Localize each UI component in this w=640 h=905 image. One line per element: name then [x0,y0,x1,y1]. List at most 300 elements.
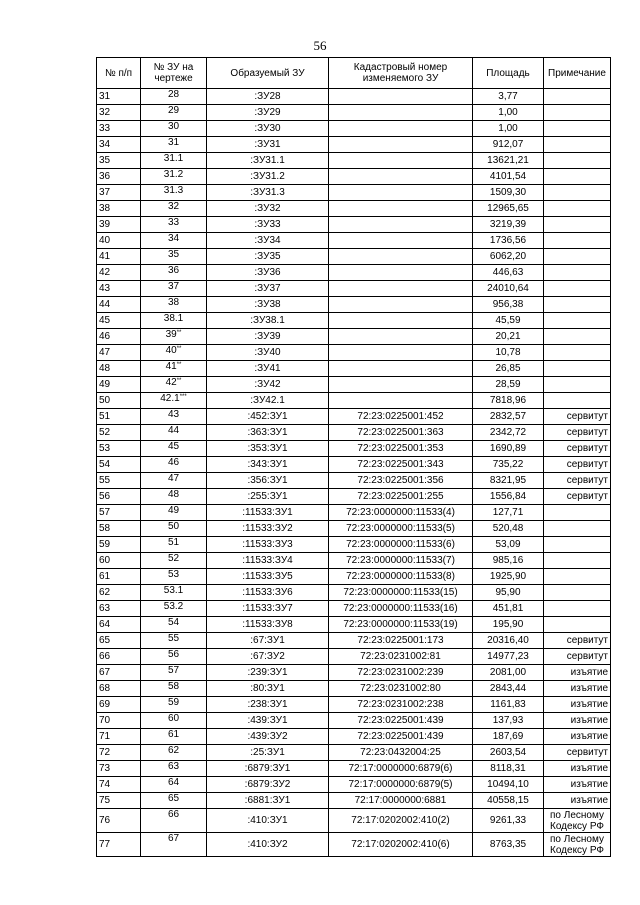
cell-note: изъятие [544,697,611,713]
table-row [97,169,611,185]
cell-obr: :11533:ЗУ8 [207,617,329,633]
cell-kad: 72:23:0432004:25 [329,745,473,761]
table-row [97,121,611,137]
cell-note [544,105,611,121]
cell-kad: 72:23:0231002:239 [329,665,473,681]
zu-number: 34 [167,233,180,244]
zu-number: 55 [167,633,180,644]
table-row [97,233,611,249]
cell-note [544,265,611,281]
cell-obr: :353:ЗУ1 [207,441,329,457]
cell-num: 32 [97,105,141,121]
cell-area: 1690,89 [473,441,544,457]
table-row [97,665,611,681]
cell-zu [141,697,207,713]
cell-note: сервитут [544,489,611,505]
cell-zu [141,249,207,265]
cell-obr: :ЗУ29 [207,105,329,121]
table-row [97,441,611,457]
cell-area: 1,00 [473,121,544,137]
cell-zu [141,809,207,833]
cell-zu [141,313,207,329]
cell-obr: :ЗУ28 [207,89,329,105]
table-row [97,153,611,169]
cell-num: 54 [97,457,141,473]
cell-zu [141,105,207,121]
cell-zu [141,425,207,441]
cell-num: 66 [97,649,141,665]
table-row [97,201,611,217]
cell-kad: 72:23:0225001:173 [329,633,473,649]
cell-note [544,89,611,105]
cell-num: 74 [97,777,141,793]
cell-num: 61 [97,569,141,585]
cell-num: 52 [97,425,141,441]
cell-num: 38 [97,201,141,217]
zu-number: 54 [167,617,180,628]
cell-kad [329,329,473,345]
cell-area: 912,07 [473,137,544,153]
cell-note: изъятие [544,793,611,809]
cell-obr: :11533:ЗУ3 [207,537,329,553]
cell-zu [141,601,207,617]
cell-note [544,169,611,185]
cell-kad: 72:17:0202002:410(6) [329,833,473,857]
cell-area: 40558,15 [473,793,544,809]
table-row [97,569,611,585]
table-row [97,185,611,201]
zu-number: 33 [167,217,180,228]
cell-obr: :ЗУ40 [207,345,329,361]
cell-note: сервитут [544,441,611,457]
cell-obr: :439:ЗУ2 [207,729,329,745]
table-row [97,697,611,713]
cell-obr: :67:ЗУ1 [207,633,329,649]
cell-num: 33 [97,121,141,137]
table-row [97,217,611,233]
zu-number: 32 [167,201,180,212]
cell-obr: :11533:ЗУ4 [207,553,329,569]
cell-note: сервитут [544,457,611,473]
cell-zu [141,201,207,217]
cell-zu [141,265,207,281]
cell-zu [141,761,207,777]
zu-number: 60 [167,713,180,724]
cell-note: изъятие [544,681,611,697]
zu-number: 63 [167,761,180,772]
cell-note [544,521,611,537]
cell-note: по Лесному Кодексу РФ [544,833,611,857]
cell-zu [141,665,207,681]
cell-num: 37 [97,185,141,201]
cell-num: 41 [97,249,141,265]
cell-note [544,217,611,233]
cell-note [544,233,611,249]
cell-zu [141,681,207,697]
table-row [97,681,611,697]
cell-note [544,345,611,361]
cell-area: 26,85 [473,361,544,377]
page-number: 56 [313,38,327,53]
table-row [97,345,611,361]
zu-number: 38 [167,297,180,308]
cell-kad [329,265,473,281]
header-obr: Образуемый ЗУ [207,58,329,89]
cell-obr: :67:ЗУ2 [207,649,329,665]
cell-obr: :239:ЗУ1 [207,665,329,681]
table-row [97,505,611,521]
cell-obr: :11533:ЗУ1 [207,505,329,521]
table-row [97,457,611,473]
cell-kad [329,249,473,265]
cell-note [544,121,611,137]
cell-num: 73 [97,761,141,777]
cell-note: изъятие [544,665,611,681]
cell-obr: :ЗУ39 [207,329,329,345]
cell-obr: :80:ЗУ1 [207,681,329,697]
cell-zu [141,281,207,297]
cell-num: 57 [97,505,141,521]
zu-number: 53.1 [163,585,184,596]
cell-zu [141,505,207,521]
cell-kad: 72:23:0000000:11533(19) [329,617,473,633]
cell-num: 68 [97,681,141,697]
cell-kad [329,377,473,393]
zu-number: 46 [167,457,180,468]
cell-obr: :ЗУ31.1 [207,153,329,169]
cell-area: 2603,54 [473,745,544,761]
cell-zu [141,833,207,857]
cell-num: 42 [97,265,141,281]
cell-kad: 72:23:0231002:80 [329,681,473,697]
cell-area: 446,63 [473,265,544,281]
cell-zu [141,169,207,185]
cell-zu [141,361,207,377]
cell-area: 10494,10 [473,777,544,793]
cell-area: 20316,40 [473,633,544,649]
cell-obr: :ЗУ38 [207,297,329,313]
cell-area: 53,09 [473,537,544,553]
cell-zu [141,793,207,809]
zu-number: 31.1 [163,153,184,164]
cell-note: изъятие [544,713,611,729]
cell-kad [329,201,473,217]
zu-number: 42.1 [160,393,180,404]
cell-obr: :11533:ЗУ5 [207,569,329,585]
zu-number: 62 [167,745,180,756]
cell-zu [141,345,207,361]
cell-obr: :410:ЗУ1 [207,809,329,833]
cell-area: 20,21 [473,329,544,345]
cell-area: 985,16 [473,553,544,569]
cell-area: 13621,21 [473,153,544,169]
cell-note: сервитут [544,409,611,425]
table-row [97,537,611,553]
cell-obr: :ЗУ42.1 [207,393,329,409]
cell-kad [329,393,473,409]
cell-area: 195,90 [473,617,544,633]
cell-area: 520,48 [473,521,544,537]
zu-number: 65 [167,793,180,804]
table-row [97,297,611,313]
cell-zu [141,521,207,537]
cell-kad: 72:17:0000000:6879(6) [329,761,473,777]
cell-num: 45 [97,313,141,329]
cell-kad [329,153,473,169]
cell-area: 3219,39 [473,217,544,233]
cell-kad [329,89,473,105]
table-row [97,713,611,729]
cell-note [544,201,611,217]
cell-zu [141,153,207,169]
cell-area: 28,59 [473,377,544,393]
table-row [97,809,611,833]
zu-number: 45 [167,441,180,452]
cell-num: 43 [97,281,141,297]
cell-kad: 72:23:0225001:343 [329,457,473,473]
cell-num: 49 [97,377,141,393]
zu-number: 38.1 [163,313,184,324]
cell-area: 2832,57 [473,409,544,425]
table-row [97,377,611,393]
cell-area: 45,59 [473,313,544,329]
cell-zu [141,537,207,553]
header-zu: № ЗУ на чертеже [141,58,207,89]
cell-note [544,137,611,153]
cell-area: 24010,64 [473,281,544,297]
cell-obr: :ЗУ36 [207,265,329,281]
table-row [97,281,611,297]
zu-number: 52 [167,553,180,564]
cell-kad [329,137,473,153]
cell-num: 50 [97,393,141,409]
cell-obr: :ЗУ42 [207,377,329,393]
cell-zu [141,297,207,313]
cell-num: 69 [97,697,141,713]
cell-kad [329,217,473,233]
cell-area: 12965,65 [473,201,544,217]
table-row [97,409,611,425]
cell-area: 187,69 [473,729,544,745]
cell-area: 451,81 [473,601,544,617]
cell-area: 10,78 [473,345,544,361]
cell-obr: :ЗУ31.2 [207,169,329,185]
zu-number: 31 [167,137,180,148]
zu-number: 50 [167,521,180,532]
cell-zu [141,217,207,233]
cell-kad [329,281,473,297]
table-row [97,489,611,505]
cell-num: 48 [97,361,141,377]
table-row [97,649,611,665]
cell-num: 62 [97,585,141,601]
cell-zu [141,729,207,745]
cell-zu [141,617,207,633]
header-kad: Кадастровый номер изменяемого ЗУ [329,58,473,89]
cell-obr: :11533:ЗУ6 [207,585,329,601]
cell-num: 76 [97,809,141,833]
cell-kad: 72:23:0000000:11533(5) [329,521,473,537]
zu-number: 57 [167,665,180,676]
zu-number: 53 [167,569,180,580]
cell-zu [141,441,207,457]
cell-area: 137,93 [473,713,544,729]
cell-zu [141,377,207,393]
table-row [97,633,611,649]
cell-num: 63 [97,601,141,617]
cell-note [544,585,611,601]
cell-note [544,569,611,585]
cell-obr: :11533:ЗУ2 [207,521,329,537]
zu-number: 40 [165,345,177,356]
cell-obr: :6879:ЗУ2 [207,777,329,793]
cell-obr: :25:ЗУ1 [207,745,329,761]
cell-note [544,617,611,633]
cell-num: 36 [97,169,141,185]
cell-kad: 72:23:0000000:11533(15) [329,585,473,601]
zu-number: 64 [167,777,180,788]
cell-note: изъятие [544,761,611,777]
cell-num: 34 [97,137,141,153]
zu-number: 35 [167,249,180,260]
cell-area: 9261,33 [473,809,544,833]
table-row [97,361,611,377]
cell-zu [141,137,207,153]
cell-note: изъятие [544,729,611,745]
cell-note: сервитут [544,745,611,761]
cell-kad: 72:23:0000000:11533(16) [329,601,473,617]
cell-area: 14977,23 [473,649,544,665]
cell-num: 47 [97,345,141,361]
cell-num: 60 [97,553,141,569]
footnote-marker: ** [176,346,182,352]
cell-kad [329,313,473,329]
cell-obr: :343:ЗУ1 [207,457,329,473]
cell-area: 8321,95 [473,473,544,489]
zu-number: 36 [167,265,180,276]
zu-number: 56 [167,649,180,660]
zu-number: 42 [165,377,177,388]
cell-kad: 72:23:0231002:238 [329,697,473,713]
zu-number: 47 [167,473,180,484]
cell-note: изъятие [544,777,611,793]
cell-obr: :439:ЗУ1 [207,713,329,729]
cell-num: 58 [97,521,141,537]
cell-obr: :6879:ЗУ1 [207,761,329,777]
zu-number: 59 [167,697,180,708]
cell-kad: 72:23:0225001:439 [329,729,473,745]
zu-number: 67 [167,833,180,844]
cell-note: сервитут [544,425,611,441]
zu-number: 53.2 [163,601,184,612]
cell-obr: :11533:ЗУ7 [207,601,329,617]
cell-obr: :452:ЗУ1 [207,409,329,425]
cell-num: 51 [97,409,141,425]
cell-obr: :410:ЗУ2 [207,833,329,857]
cell-num: 31 [97,89,141,105]
cell-note [544,393,611,409]
cell-obr: :ЗУ38.1 [207,313,329,329]
cell-area: 3,77 [473,89,544,105]
cell-num: 40 [97,233,141,249]
cell-num: 59 [97,537,141,553]
cell-obr: :ЗУ33 [207,217,329,233]
cell-obr: :ЗУ37 [207,281,329,297]
cell-area: 8763,35 [473,833,544,857]
footnote-marker: *** [179,394,187,400]
cell-kad: 72:23:0000000:11533(7) [329,553,473,569]
cell-zu [141,329,207,345]
cell-num: 75 [97,793,141,809]
cell-num: 56 [97,489,141,505]
cell-kad [329,121,473,137]
cell-area: 2843,44 [473,681,544,697]
cell-zu [141,185,207,201]
table-row [97,793,611,809]
land-plots-table [96,57,611,857]
table-row [97,745,611,761]
cell-kad: 72:23:0225001:363 [329,425,473,441]
cell-zu [141,489,207,505]
cell-area: 1161,83 [473,697,544,713]
table-row [97,105,611,121]
cell-obr: :ЗУ30 [207,121,329,137]
cell-num: 67 [97,665,141,681]
table-row [97,601,611,617]
cell-kad: 72:23:0000000:11533(6) [329,537,473,553]
cell-obr: :ЗУ35 [207,249,329,265]
cell-obr: :ЗУ31 [207,137,329,153]
zu-number: 66 [167,809,180,820]
cell-zu [141,473,207,489]
cell-note [544,505,611,521]
cell-zu [141,649,207,665]
cell-obr: :6881:ЗУ1 [207,793,329,809]
cell-note [544,297,611,313]
header-num: № п/п [97,58,141,89]
zu-number: 49 [167,505,180,516]
cell-note [544,185,611,201]
cell-note [544,361,611,377]
cell-note [544,249,611,265]
cell-kad: 72:23:0225001:439 [329,713,473,729]
cell-num: 46 [97,329,141,345]
table-row [97,425,611,441]
zu-number: 31.2 [163,169,184,180]
cell-zu [141,121,207,137]
zu-number: 39 [165,329,177,340]
table-header-row [97,58,611,89]
cell-num: 70 [97,713,141,729]
zu-number: 43 [167,409,180,420]
cell-zu [141,633,207,649]
cell-kad [329,345,473,361]
cell-kad: 72:17:0000000:6881 [329,793,473,809]
table-row [97,585,611,601]
zu-number: 58 [167,681,180,692]
cell-obr: :356:ЗУ1 [207,473,329,489]
cell-num: 64 [97,617,141,633]
cell-area: 95,90 [473,585,544,601]
cell-num: 77 [97,833,141,857]
table-row [97,617,611,633]
cell-note: по Лесному Кодексу РФ [544,809,611,833]
zu-number: 61 [167,729,180,740]
table-row [97,553,611,569]
cell-zu [141,553,207,569]
cell-note [544,281,611,297]
cell-zu [141,713,207,729]
